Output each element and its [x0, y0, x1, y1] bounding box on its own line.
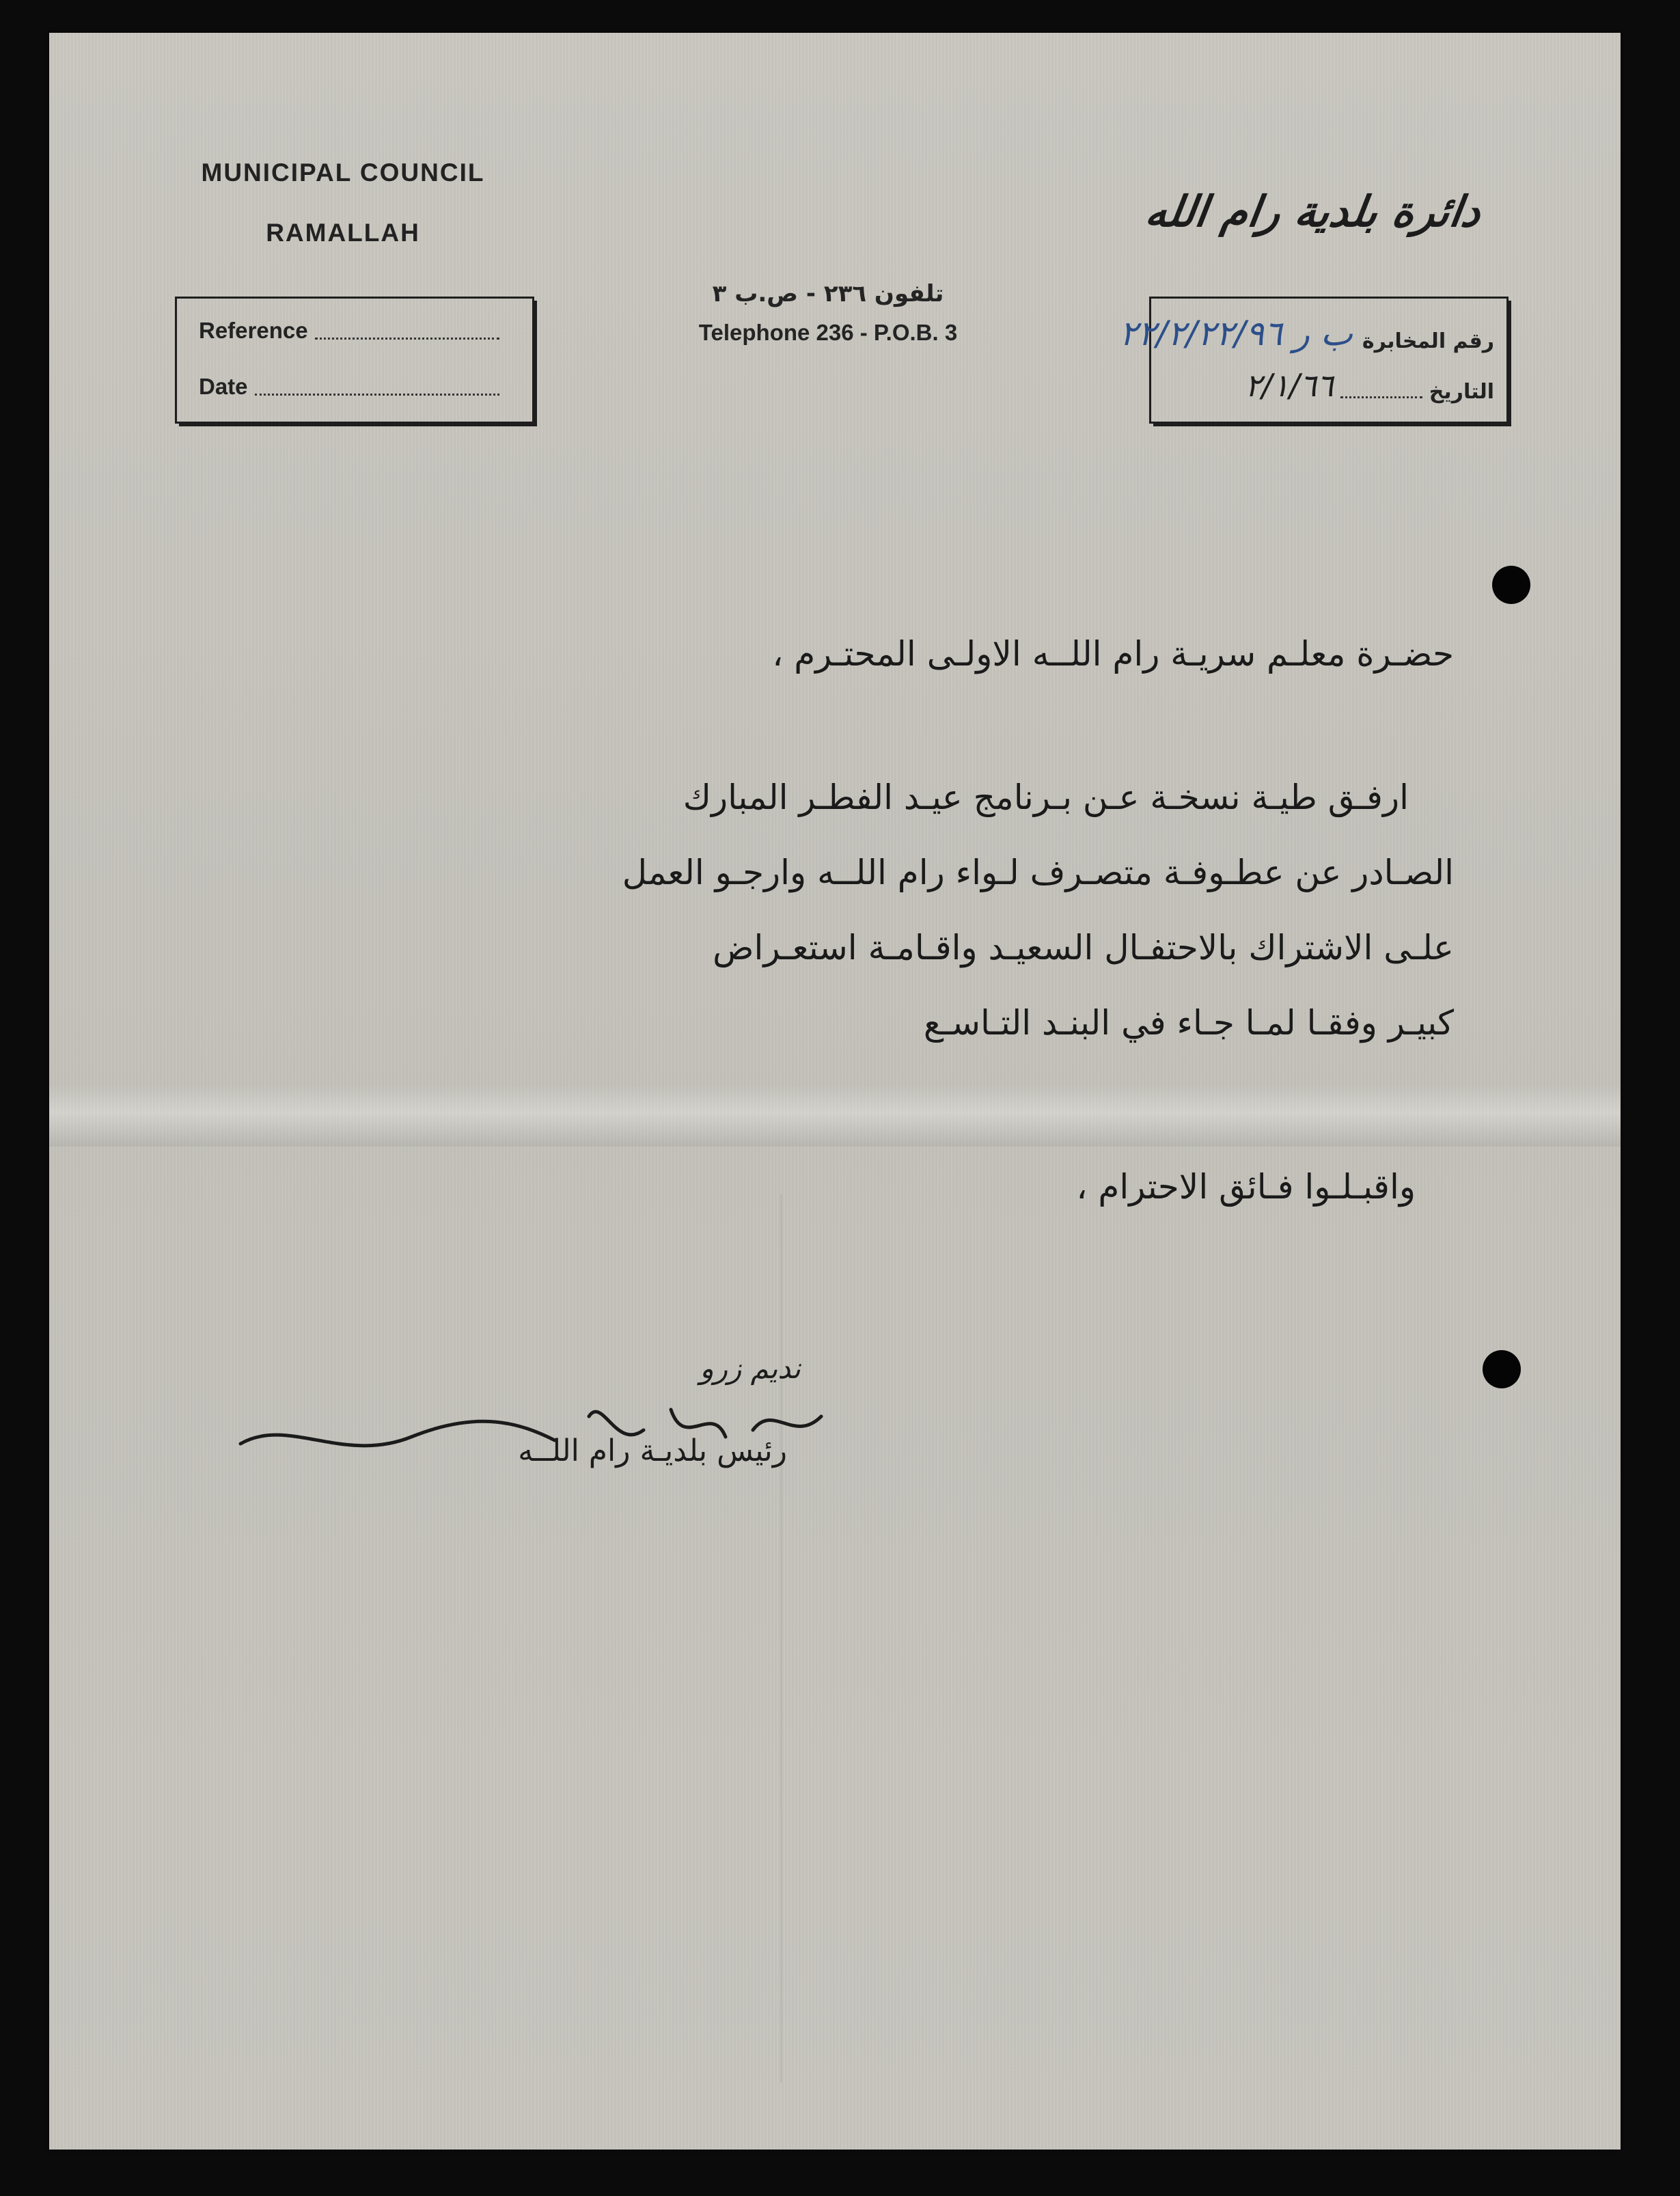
- date-label-ar: التاريخ: [1429, 380, 1494, 404]
- body-line-3: علـى الاشتراك بالاحتفـال السعيـد واقـامـة استعـراض: [713, 928, 1454, 967]
- letterhead-en-line1: MUNICIPAL COUNCIL: [201, 159, 485, 187]
- body-line-2: الصـادر عن عطـوفـة متصـرف لـواء رام اللــه وارجـو العمل: [622, 853, 1454, 892]
- reference-value-ar: ب ر ٢٢/٢/٢٢/٩٦: [1119, 314, 1353, 353]
- paper-crease: [780, 1194, 782, 2083]
- salutation: حضـرة معلـم سريـة رام اللــه الاولـى المحتـرم ،: [772, 634, 1454, 674]
- date-label: Date: [199, 374, 248, 399]
- closing: واقبـلـوا فـائق الاحترام ،: [1076, 1167, 1416, 1207]
- reference-row-en: [199, 318, 499, 344]
- reference-box-en: [175, 297, 534, 424]
- letterhead-en-line2: RAMALLAH: [266, 219, 420, 247]
- signature-handwritten-name: نديم زرو: [700, 1351, 801, 1385]
- body-line-4: كبيـر وفقـا لمـا جـاء في البنـد التـاسـع: [923, 1003, 1454, 1043]
- date-row-ar: [1166, 367, 1494, 404]
- body-line-1: ارفـق طيـة نسخـة عـن بـرنامج عيـد الفطـر المبارك: [683, 778, 1409, 817]
- reference-label-ar: رقم المخابرة: [1362, 329, 1494, 353]
- date-value-ar: ٢/١/٦٦: [1244, 367, 1334, 404]
- phone-ar: تلفون ٢٣٦ - ص.ب ٣: [712, 280, 944, 307]
- punch-hole-bottom: [1483, 1350, 1521, 1388]
- date-row-en: [199, 374, 499, 400]
- letterhead-ar-calligraphy: دائرة بلدية رام الله: [1142, 187, 1485, 236]
- reference-label: Reference: [199, 318, 308, 343]
- reference-dots: [315, 332, 499, 340]
- paper-fold: [49, 1085, 1621, 1147]
- signature-title: رئيس بلديـة رام اللــه: [518, 1433, 787, 1468]
- punch-hole-top: [1492, 566, 1530, 604]
- reference-row-ar: [1030, 314, 1494, 353]
- letter-sheet: [49, 33, 1621, 2150]
- date-dots: [255, 388, 499, 396]
- reference-box-ar: [1119, 297, 1509, 424]
- phone-en: Telephone 236 - P.O.B. 3: [698, 320, 958, 345]
- date-dots-ar: [1340, 391, 1422, 398]
